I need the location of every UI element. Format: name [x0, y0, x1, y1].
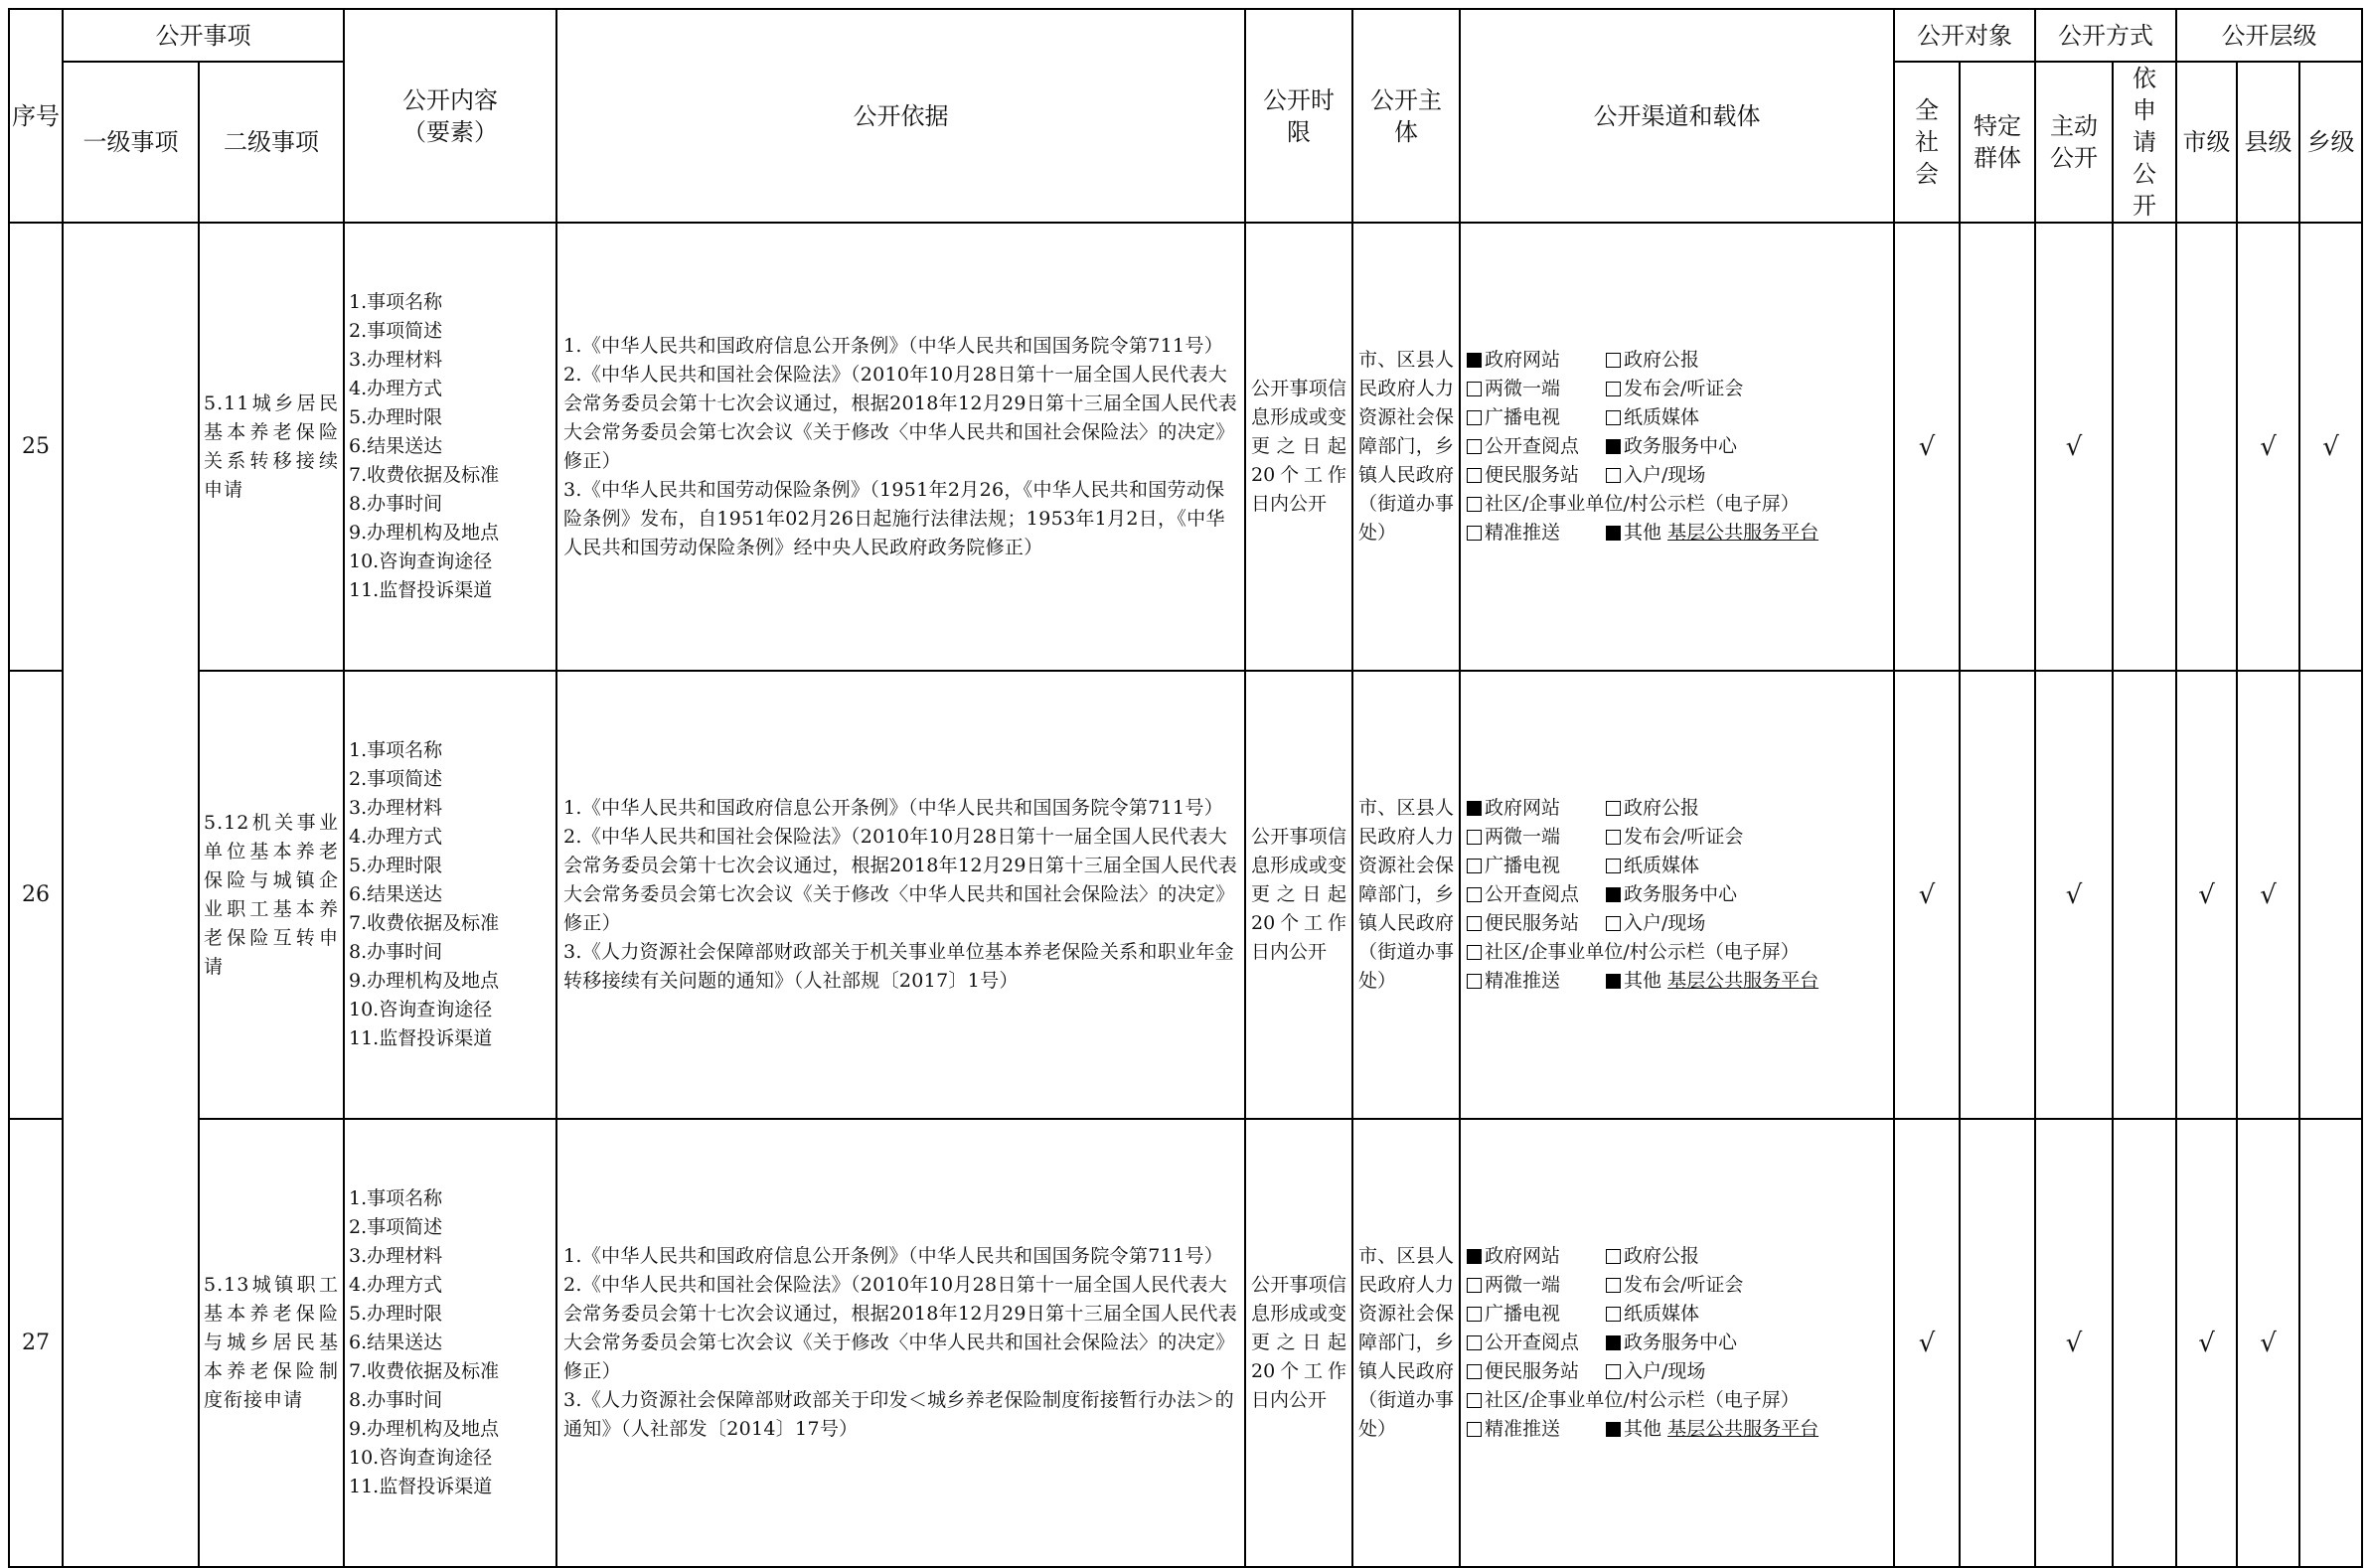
- basis-item: 3.《中华人民共和国劳动保险条例》（1951年2月26，《中华人民共和国劳动保险条例》发布，自1951年02月26日起施行法律法规；1953年1月2日，《中华人民共和国劳动保险条例》经中央人民政府政务院修正）: [563, 478, 1225, 558]
- checked-box-icon: [1606, 887, 1621, 902]
- target-all-check: √: [1894, 223, 1960, 671]
- content-list: [344, 223, 556, 671]
- basis-cell: [556, 1119, 1245, 1567]
- unchecked-box-icon: [1606, 1278, 1621, 1293]
- unchecked-box-icon: [1606, 382, 1621, 396]
- disclosure-table: [8, 8, 2363, 1568]
- table-row: [9, 223, 2362, 671]
- checked-box-icon: [1606, 526, 1621, 541]
- level-town-check: [2299, 671, 2362, 1119]
- basis-item: 2.《中华人民共和国社会保险法》（2010年10月28日第十一届全国人民代表大会常务委员会第十七次会议通过，根据2018年12月29日第十三届全国人民代表大会常务委员会第七次会议《关于修改〈中华人民共和国社会保险法〉的决定》修正）: [563, 826, 1238, 934]
- unchecked-box-icon: [1467, 1278, 1482, 1293]
- content-item: 5.办理时限: [349, 1303, 443, 1325]
- content-item: 9.办理机构及地点: [349, 522, 500, 544]
- unchecked-box-icon: [1467, 468, 1482, 483]
- header-level-city: 市级: [2176, 62, 2237, 223]
- level-city-check: √: [2176, 671, 2237, 1119]
- unchecked-box-icon: [1467, 916, 1482, 931]
- target-group-check: [1960, 223, 2035, 671]
- content-item: 7.收费依据及标准: [349, 1360, 500, 1382]
- level2-item: 5.11城乡居民基本养老保险关系转移接续申请: [199, 223, 344, 671]
- target-group-check: [1960, 1119, 2035, 1567]
- level-city-check: [2176, 223, 2237, 671]
- unchecked-box-icon: [1467, 382, 1482, 396]
- basis-item: 2.《中华人民共和国社会保险法》（2010年10月28日第十一届全国人民代表大会常务委员会第十七次会议通过，根据2018年12月29日第十三届全国人民代表大会常务委员会第七次会议《关于修改〈中华人民共和国社会保险法〉的决定》修正）: [563, 363, 1238, 472]
- unchecked-box-icon: [1606, 410, 1621, 425]
- unchecked-box-icon: [1467, 526, 1482, 541]
- unchecked-box-icon: [1606, 468, 1621, 483]
- checked-box-icon: [1606, 1422, 1621, 1437]
- content-item: 3.办理材料: [349, 797, 443, 819]
- unchecked-box-icon: [1606, 1307, 1621, 1322]
- method-active-check: √: [2035, 1119, 2113, 1567]
- content-item: 3.办理材料: [349, 349, 443, 371]
- time-limit: 公开事项信息形成或变更之日起20个工作日内公开: [1245, 671, 1352, 1119]
- method-apply-check: [2113, 671, 2176, 1119]
- unchecked-box-icon: [1467, 497, 1482, 512]
- content-item: 11.监督投诉渠道: [349, 579, 493, 601]
- unchecked-box-icon: [1467, 1422, 1482, 1437]
- method-active-check: √: [2035, 671, 2113, 1119]
- level-county-check: √: [2237, 223, 2299, 671]
- content-item: 7.收费依据及标准: [349, 912, 500, 934]
- method-apply-check: [2113, 223, 2176, 671]
- target-group-check: [1960, 671, 2035, 1119]
- header-target-group: 特定群体: [1960, 62, 2035, 223]
- channels-cell: 政府网站 政府公报 两微一端 发布会/听证会 广播电视 纸质媒体 公开查阅点 政务服务中心 便民服务站 入户/现场 社区/企事业单位/村公示栏（电子屏） 精准推送 其他 基层公共服务平台: [1460, 671, 1894, 1119]
- time-limit: 公开事项信息形成或变更之日起20个工作日内公开: [1245, 1119, 1352, 1567]
- level2-item: 5.12机关事业单位基本养老保险与城镇企业职工基本养老保险互转申请: [199, 671, 344, 1119]
- checked-box-icon: [1467, 353, 1482, 368]
- content-item: 8.办事时间: [349, 941, 443, 963]
- header-level-county: 县级: [2237, 62, 2299, 223]
- time-limit: 公开事项信息形成或变更之日起20个工作日内公开: [1245, 223, 1352, 671]
- content-item: 8.办事时间: [349, 1389, 443, 1411]
- content-item: 11.监督投诉渠道: [349, 1476, 493, 1497]
- content-list: [344, 1119, 556, 1567]
- content-item: 6.结果送达: [349, 1332, 443, 1353]
- level2-item: 5.13城镇职工基本养老保险与城乡居民基本养老保险制度衔接申请: [199, 1119, 344, 1567]
- unchecked-box-icon: [1606, 830, 1621, 845]
- header-seq: 序号: [9, 9, 63, 223]
- header-method: 公开方式: [2035, 9, 2176, 62]
- unchecked-box-icon: [1606, 353, 1621, 368]
- unchecked-box-icon: [1467, 410, 1482, 425]
- basis-item: 1.《中华人民共和国政府信息公开条例》（中华人民共和国国务院令第711号）: [563, 1245, 1223, 1267]
- header-method-active: 主动公开: [2035, 62, 2113, 223]
- method-apply-check: [2113, 1119, 2176, 1567]
- unchecked-box-icon: [1606, 801, 1621, 816]
- content-item: 4.办理方式: [349, 378, 443, 399]
- header-subject: 公开主体: [1352, 9, 1460, 223]
- basis-item: 1.《中华人民共和国政府信息公开条例》（中华人民共和国国务院令第711号）: [563, 797, 1223, 819]
- level-county-check: √: [2237, 671, 2299, 1119]
- content-item: 10.咨询查询途径: [349, 550, 493, 572]
- level-county-check: √: [2237, 1119, 2299, 1567]
- content-item: 9.办理机构及地点: [349, 970, 500, 992]
- row-seq: 27: [9, 1119, 63, 1567]
- unchecked-box-icon: [1467, 1364, 1482, 1379]
- header-target-all: 全社会: [1894, 62, 1960, 223]
- channels-cell: 政府网站 政府公报 两微一端 发布会/听证会 广播电视 纸质媒体 公开查阅点 政务服务中心 便民服务站 入户/现场 社区/企事业单位/村公示栏（电子屏） 精准推送 其他 基层公共服务平台: [1460, 1119, 1894, 1567]
- level-town-check: √: [2299, 223, 2362, 671]
- header-public-items: 公开事项: [63, 9, 344, 62]
- row-seq: 25: [9, 223, 63, 671]
- subject: 市、区县人民政府人力资源社会保障部门，乡镇人民政府（街道办事处）: [1352, 1119, 1460, 1567]
- subject: 市、区县人民政府人力资源社会保障部门，乡镇人民政府（街道办事处）: [1352, 671, 1460, 1119]
- content-item: 11.监督投诉渠道: [349, 1027, 493, 1049]
- unchecked-box-icon: [1606, 916, 1621, 931]
- content-item: 2.事项简述: [349, 1216, 443, 1238]
- unchecked-box-icon: [1606, 1249, 1621, 1264]
- row-seq: 26: [9, 671, 63, 1119]
- content-item: 2.事项简述: [349, 320, 443, 342]
- unchecked-box-icon: [1467, 887, 1482, 902]
- unchecked-box-icon: [1467, 439, 1482, 454]
- unchecked-box-icon: [1467, 830, 1482, 845]
- content-item: 10.咨询查询途径: [349, 999, 493, 1020]
- header-channels: 公开渠道和载体: [1460, 9, 1894, 223]
- basis-item: 3.《人力资源社会保障部财政部关于机关事业单位基本养老保险关系和职业年金转移接续有关问题的通知》（人社部规〔2017〕1号）: [563, 941, 1234, 992]
- target-all-check: √: [1894, 671, 1960, 1119]
- content-item: 2.事项简述: [349, 768, 443, 790]
- subject: 市、区县人民政府人力资源社会保障部门，乡镇人民政府（街道办事处）: [1352, 223, 1460, 671]
- content-item: 5.办理时限: [349, 855, 443, 876]
- method-active-check: √: [2035, 223, 2113, 671]
- unchecked-box-icon: [1467, 1335, 1482, 1350]
- unchecked-box-icon: [1467, 974, 1482, 989]
- table-row: [9, 671, 2362, 1119]
- basis-cell: [556, 223, 1245, 671]
- header-target: 公开对象: [1894, 9, 2035, 62]
- content-item: 10.咨询查询途径: [349, 1447, 493, 1469]
- unchecked-box-icon: [1606, 859, 1621, 873]
- checked-box-icon: [1606, 974, 1621, 989]
- target-all-check: √: [1894, 1119, 1960, 1567]
- checked-box-icon: [1467, 1249, 1482, 1264]
- checked-box-icon: [1606, 439, 1621, 454]
- header-level: 公开层级: [2176, 9, 2362, 62]
- basis-item: 2.《中华人民共和国社会保险法》（2010年10月28日第十一届全国人民代表大会常务委员会第十七次会议通过，根据2018年12月29日第十三届全国人民代表大会常务委员会第七次会议《关于修改〈中华人民共和国社会保险法〉的决定》修正）: [563, 1274, 1238, 1382]
- header-basis: 公开依据: [556, 9, 1245, 223]
- header-content: 公开内容（要素）: [344, 9, 556, 223]
- unchecked-box-icon: [1467, 945, 1482, 960]
- content-item: 4.办理方式: [349, 1274, 443, 1296]
- checked-box-icon: [1467, 801, 1482, 816]
- unchecked-box-icon: [1606, 1364, 1621, 1379]
- content-item: 3.办理材料: [349, 1245, 443, 1267]
- checked-box-icon: [1606, 1335, 1621, 1350]
- basis-item: 1.《中华人民共和国政府信息公开条例》（中华人民共和国国务院令第711号）: [563, 334, 1223, 357]
- content-item: 1.事项名称: [349, 739, 443, 761]
- header-time-limit: 公开时限: [1245, 9, 1352, 223]
- level-town-check: [2299, 1119, 2362, 1567]
- header-level2: 二级事项: [199, 62, 344, 223]
- table-row: [9, 1119, 2362, 1567]
- content-item: 9.办理机构及地点: [349, 1418, 500, 1440]
- header-method-apply: 依申请公开: [2113, 62, 2176, 223]
- basis-cell: [556, 671, 1245, 1119]
- content-item: 4.办理方式: [349, 826, 443, 848]
- header-level1: 一级事项: [63, 62, 199, 223]
- unchecked-box-icon: [1467, 1393, 1482, 1408]
- unchecked-box-icon: [1467, 859, 1482, 873]
- header-level-town: 乡级: [2299, 62, 2362, 223]
- content-item: 1.事项名称: [349, 291, 443, 313]
- content-item: 5.办理时限: [349, 406, 443, 428]
- level1-cell: [63, 223, 199, 1567]
- content-item: 8.办事时间: [349, 493, 443, 515]
- unchecked-box-icon: [1467, 1307, 1482, 1322]
- level-city-check: √: [2176, 1119, 2237, 1567]
- basis-item: 3.《人力资源社会保障部财政部关于印发＜城乡养老保险制度衔接暂行办法＞的通知》（人社部发〔2014〕17号）: [563, 1389, 1234, 1440]
- content-item: 6.结果送达: [349, 883, 443, 905]
- content-list: [344, 671, 556, 1119]
- channels-cell: 政府网站 政府公报 两微一端 发布会/听证会 广播电视 纸质媒体 公开查阅点 政务服务中心 便民服务站 入户/现场 社区/企事业单位/村公示栏（电子屏） 精准推送 其他 基层公共服务平台: [1460, 223, 1894, 671]
- content-item: 7.收费依据及标准: [349, 464, 500, 486]
- content-item: 1.事项名称: [349, 1187, 443, 1209]
- content-item: 6.结果送达: [349, 435, 443, 457]
